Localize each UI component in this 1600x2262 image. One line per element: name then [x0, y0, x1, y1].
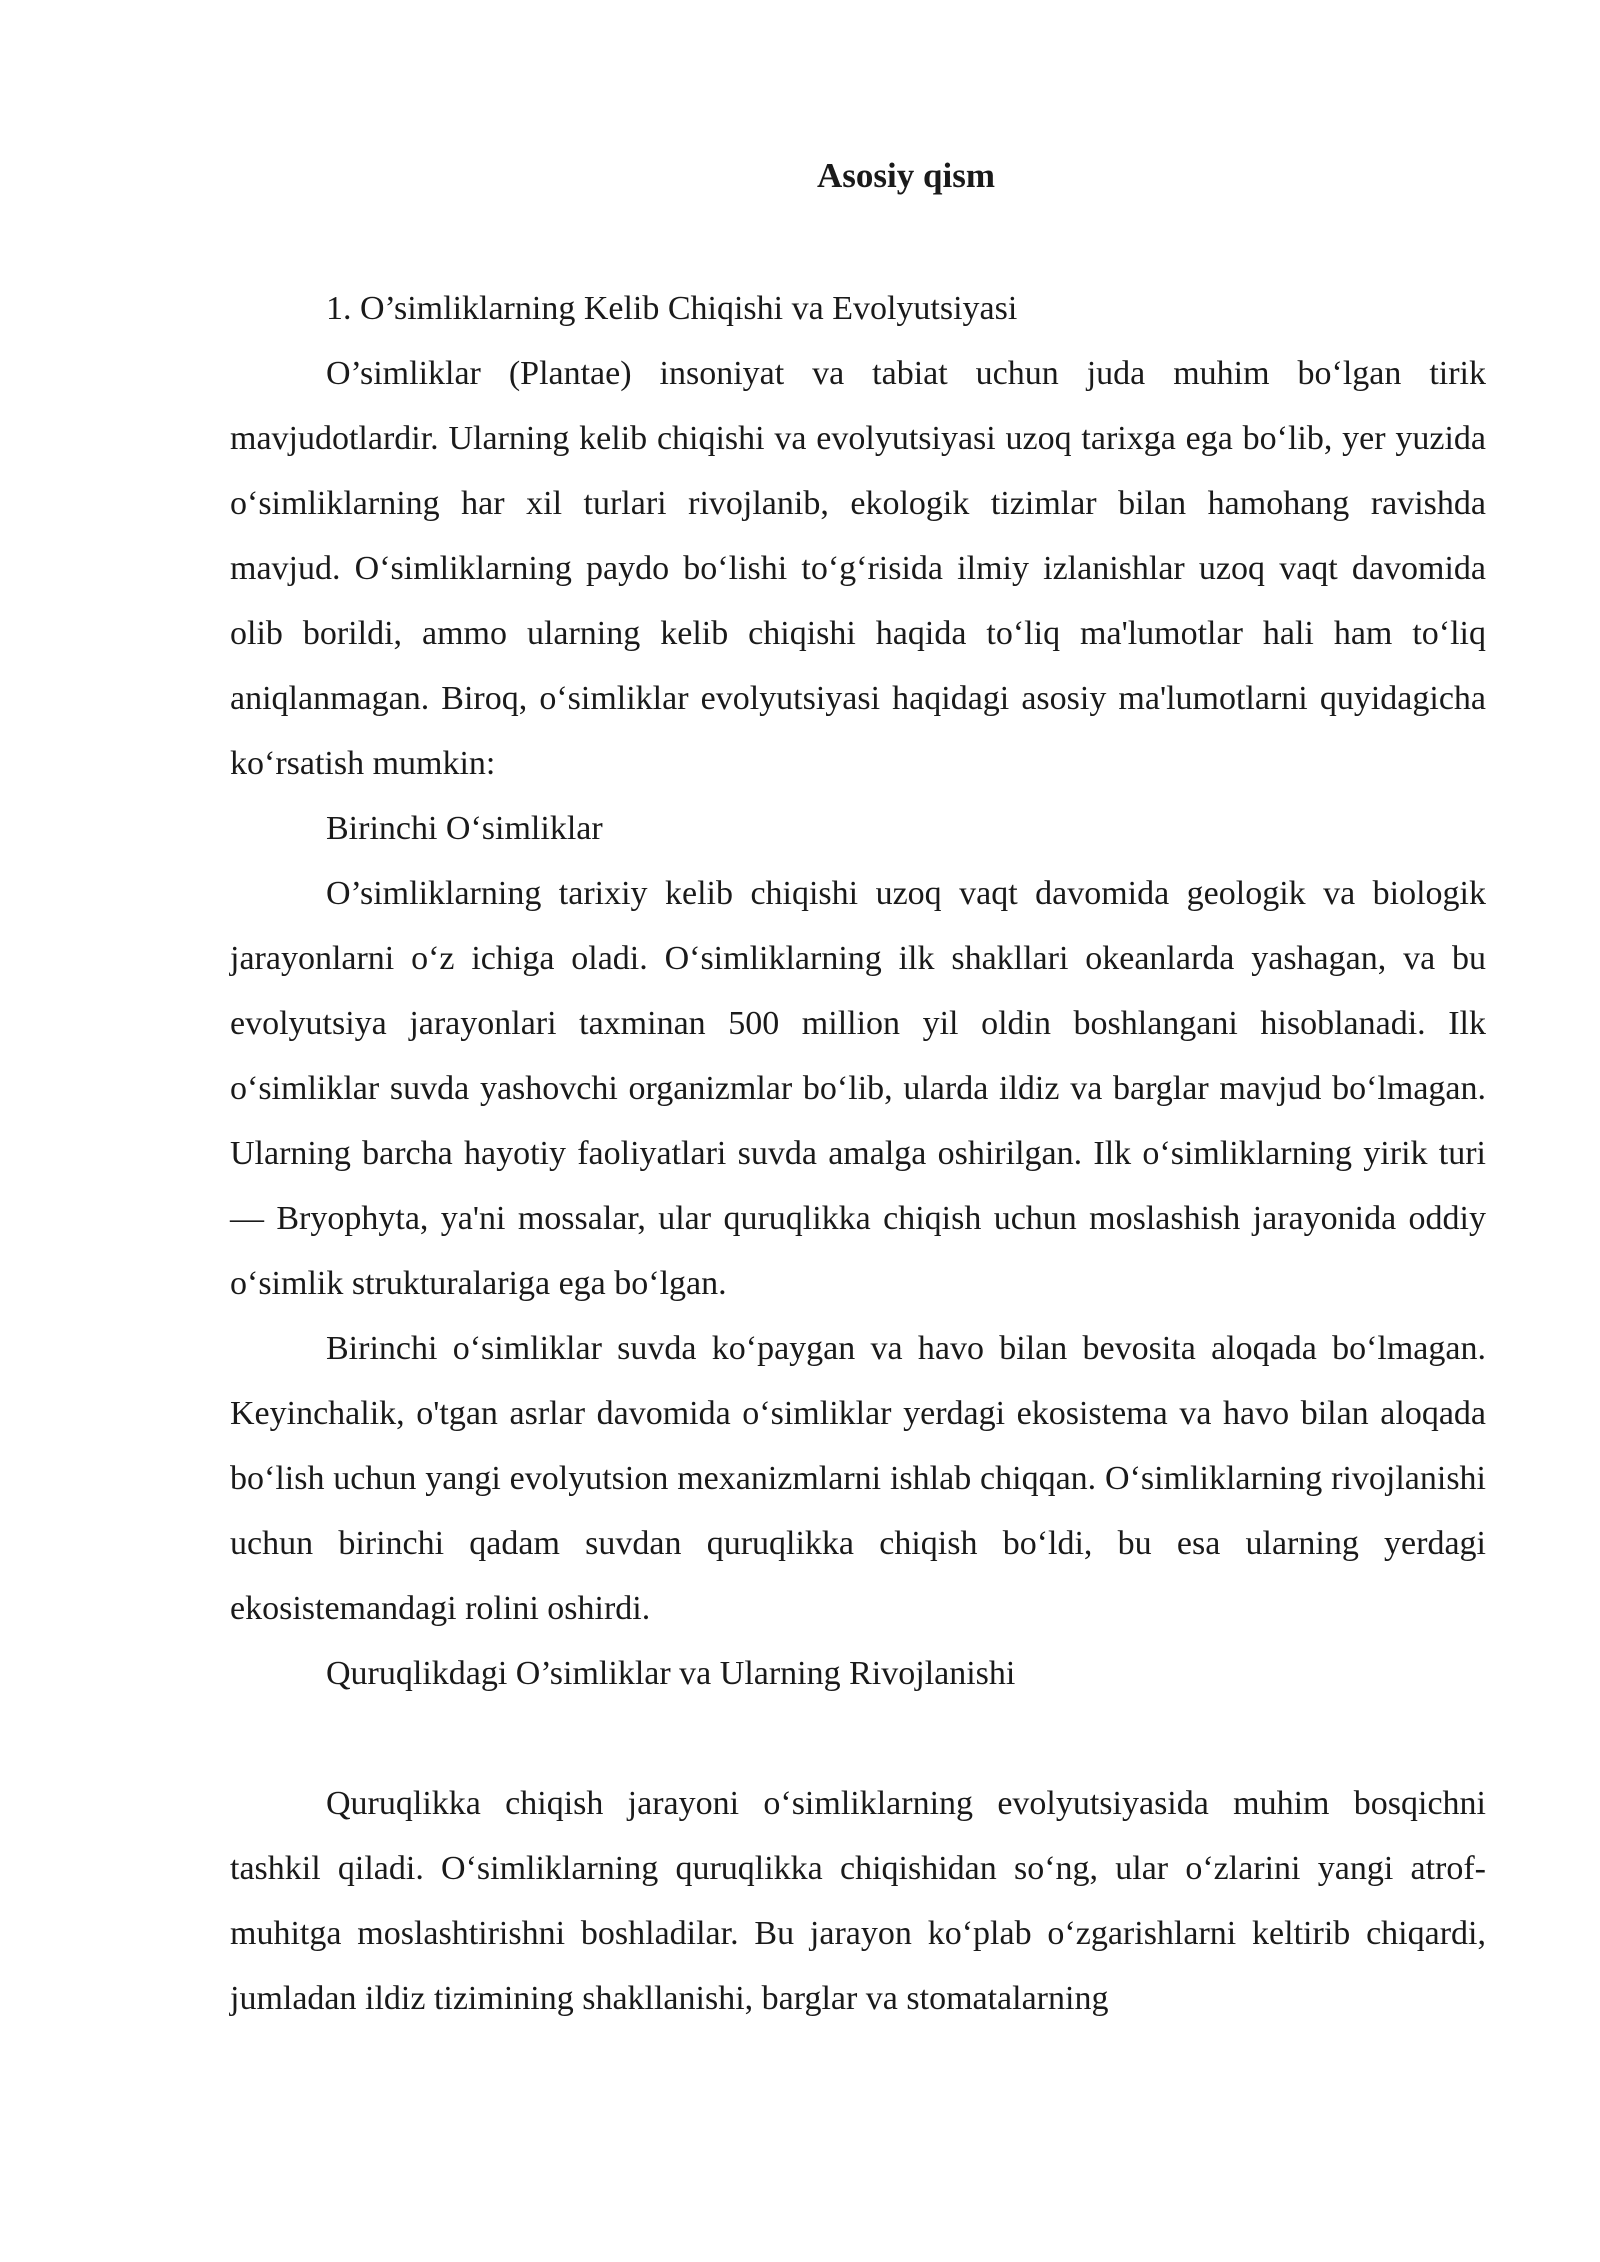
- subsection-heading: Birinchi O‘simliklar: [326, 810, 603, 847]
- section-heading: 1. O’simliklarning Kelib Chiqishi va Evolyutsiyasi: [326, 290, 1018, 327]
- page-title: Asosiy qism: [817, 156, 995, 195]
- paragraph: O’simliklarning tarixiy kelib chiqishi uzoq vaqt davomida geologik va biologik jarayonlarni o‘z ichiga oladi. O‘simliklarning ilk shakllari okeanlarda yashagan, va bu evolyutsiya jarayonlari taxminan 500 million yil oldin boshlangani hisoblanadi. Ilk o‘simliklar suvda yashovchi organizmlar bo‘lib, ularda ildiz va barglar mavjud bo‘lmagan. Ularning barcha hayotiy faoliyatlari suvda amalga oshirilgan. Ilk o‘simliklarning yirik turi — Bryophyta, ya'ni mossalar, ular quruqlikka chiqish uchun moslashish jarayonida oddiy o‘simlik strukturalariga ega bo‘lgan.: [230, 875, 1486, 1302]
- subsection-heading: Quruqlikdagi O’simliklar va Ularning Rivojlanishi: [326, 1655, 1016, 1692]
- document-body: [230, 276, 1486, 2031]
- paragraph: Birinchi o‘simliklar suvda ko‘paygan va havo bilan bevosita aloqada bo‘lmagan. Keyinchalik, o'tgan asrlar davomida o‘simliklar yerdagi ekosistema va havo bilan aloqada bo‘lish uchun yangi evolyutsion mexanizmlarni ishlab chiqqan. O‘simliklarning rivojlanishi uchun birinchi qadam suvdan quruqlikka chiqish bo‘ldi, bu esa ularning yerdagi ekosistemandagi rolini oshirdi.: [230, 1330, 1486, 1627]
- blank-line: [230, 1706, 1486, 1771]
- paragraph: Quruqlikka chiqish jarayoni o‘simliklarning evolyutsiyasida muhim bosqichni tashkil qiladi. O‘simliklarning quruqlikka chiqishidan so‘ng, ular o‘zlarini yangi atrof-muhitga moslashtirishni boshladilar. Bu jarayon ko‘plab o‘zgarishlarni keltirib chiqardi, jumladan ildiz tizimining shakllanishi, barglar va stomatalarning: [230, 1785, 1486, 2017]
- paragraph: O’simliklar (Plantae) insoniyat va tabiat uchun juda muhim bo‘lgan tirik mavjudotlardir. Ularning kelib chiqishi va evolyutsiyasi uzoq tarixga ega bo‘lib, yer yuzida o‘simliklarning har xil turlari rivojlanib, ekologik tizimlar bilan hamohang ravishda mavjud. O‘simliklarning paydo bo‘lishi to‘g‘risida ilmiy izlanishlar uzoq vaqt davomida olib borildi, ammo ularning kelib chiqishi haqida to‘liq ma'lumotlar hali ham to‘liq aniqlanmagan. Biroq, o‘simliklar evolyutsiyasi haqidagi asosiy ma'lumotlarni quyidagicha ko‘rsatish mumkin:: [230, 355, 1486, 782]
